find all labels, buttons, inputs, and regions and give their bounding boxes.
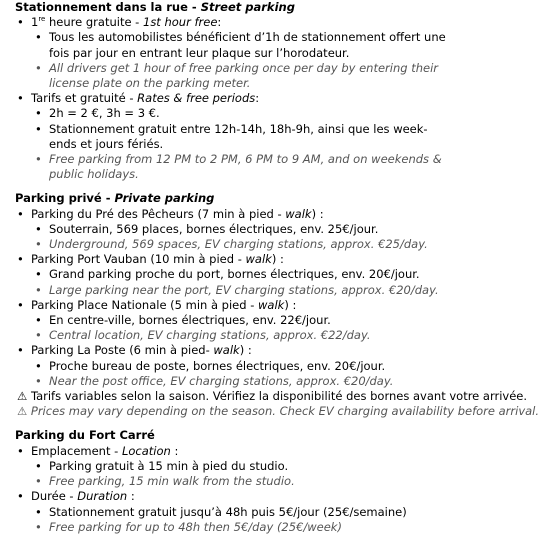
list-item-lot-fr: • Souterrain, 569 places, bornes électriques, env. 25€/jour. xyxy=(35,221,379,236)
bullet-icon: • xyxy=(17,297,24,312)
bullet-icon: • xyxy=(35,60,42,75)
list-item-location-fr: • Parking gratuit à 15 min à pied du studio. xyxy=(35,458,289,473)
bullet-icon: • xyxy=(35,373,42,388)
list-item-rates-free-en: • Free parking from 12 PM to 2 PM, 6 PM to 9 AM, and on weekends & public holidays. xyxy=(35,152,442,182)
warning-icon: ⚠ xyxy=(17,389,28,404)
bullet-icon: • xyxy=(35,237,42,252)
list-item-free-hour-en: • All drivers get 1 hour of free parking once per day by entering their license plate on the parking meter. xyxy=(35,60,439,91)
list-item-rates-prices: • 2h = 2 €, 3h = 3 €. xyxy=(35,106,160,121)
list-item-duration-en: • Free parking for up to 48h then 5€/day (25€/week) xyxy=(35,519,342,534)
list-item-lot-en: • Large parking near the port, EV charging stations, approx. €20/day. xyxy=(35,282,439,297)
bullet-icon: • xyxy=(17,343,24,358)
list-item-location: • Emplacement - Location : xyxy=(17,443,179,458)
list-item-duration-fr: • Stationnement gratuit jusqu’à 48h puis 5€/jour (25€/semaine) xyxy=(35,504,407,519)
bullet-icon: • xyxy=(35,358,42,373)
bullet-icon: • xyxy=(35,30,42,45)
warning-icon: ⚠ xyxy=(17,404,28,419)
list-item-location-en: • Free parking, 15 min walk from the studio. xyxy=(35,474,295,489)
bullet-icon: • xyxy=(17,489,24,504)
bullet-icon: • xyxy=(35,121,42,136)
bullet-icon: • xyxy=(35,519,42,534)
bullet-icon: • xyxy=(35,504,42,519)
section-title-fort: Parking du Fort Carré xyxy=(15,428,155,443)
list-item-duration: • Durée - Duration : xyxy=(17,489,135,504)
bullet-icon: • xyxy=(35,152,42,167)
section-title-private: Parking privé - Private parking xyxy=(15,191,215,206)
bullet-icon: • xyxy=(35,267,42,282)
bullet-icon: • xyxy=(17,252,24,267)
bullet-icon: • xyxy=(35,328,42,343)
bullet-icon: • xyxy=(17,15,24,30)
warning-note-en: ⚠ Prices may vary depending on the season. Check EV charging availability before arrival. xyxy=(17,404,539,419)
list-item-free-hour-fr: • Tous les automobilistes bénéficient d’1h de stationnement offert une fois par jour en entrant leur plaque sur l’horodateur. xyxy=(35,30,446,60)
list-item-lot-fr: • En centre-ville, bornes électriques, env. 22€/jour. xyxy=(35,313,331,328)
list-item-free-hour: • 1re heure gratuite - 1st hour free: xyxy=(17,15,222,30)
list-item-lot-en: • Near the post office, EV charging stations, approx. €20/day. xyxy=(35,373,394,388)
bullet-icon: • xyxy=(35,313,42,328)
bullet-icon: • xyxy=(35,282,42,297)
list-item-lot-fr: • Proche bureau de poste, bornes électriques, env. 20€/jour. xyxy=(35,358,386,373)
list-item-lot: • Parking Port Vauban (10 min à pied - walk) : xyxy=(17,252,284,267)
list-item-lot-fr: • Grand parking proche du port, bornes électriques, env. 20€/jour. xyxy=(35,267,420,282)
bullet-icon: • xyxy=(35,106,42,121)
warning-note-fr: ⚠ Tarifs variables selon la saison. Vérifiez la disponibilité des bornes avant votre arrivée. xyxy=(17,389,528,404)
bullet-icon: • xyxy=(17,443,24,458)
list-item-rates-free-fr: • Stationnement gratuit entre 12h-14h, 18h-9h, ainsi que les week-ends et jours fériés. xyxy=(35,121,428,151)
list-item-lot-en: • Central location, EV charging stations, approx. €22/day. xyxy=(35,328,371,343)
list-item-lot: • Parking La Poste (6 min à pied- walk) : xyxy=(17,343,252,358)
bullet-icon: • xyxy=(35,221,42,236)
bullet-icon: • xyxy=(35,474,42,489)
bullet-icon: • xyxy=(17,91,24,106)
bullet-icon: • xyxy=(17,206,24,221)
list-item-lot-en: • Underground, 569 spaces, EV charging stations, approx. €25/day. xyxy=(35,237,428,252)
section-title-street: Stationnement dans la rue - Street parking xyxy=(15,0,295,14)
list-item-rates: • Tarifs et gratuité - Rates & free periods: xyxy=(17,91,260,106)
list-item-lot: • Parking Place Nationale (5 min à pied - walk) : xyxy=(17,297,297,312)
list-item-lot: • Parking du Pré des Pêcheurs (7 min à pied - walk) : xyxy=(17,206,324,221)
bullet-icon: • xyxy=(35,458,42,473)
